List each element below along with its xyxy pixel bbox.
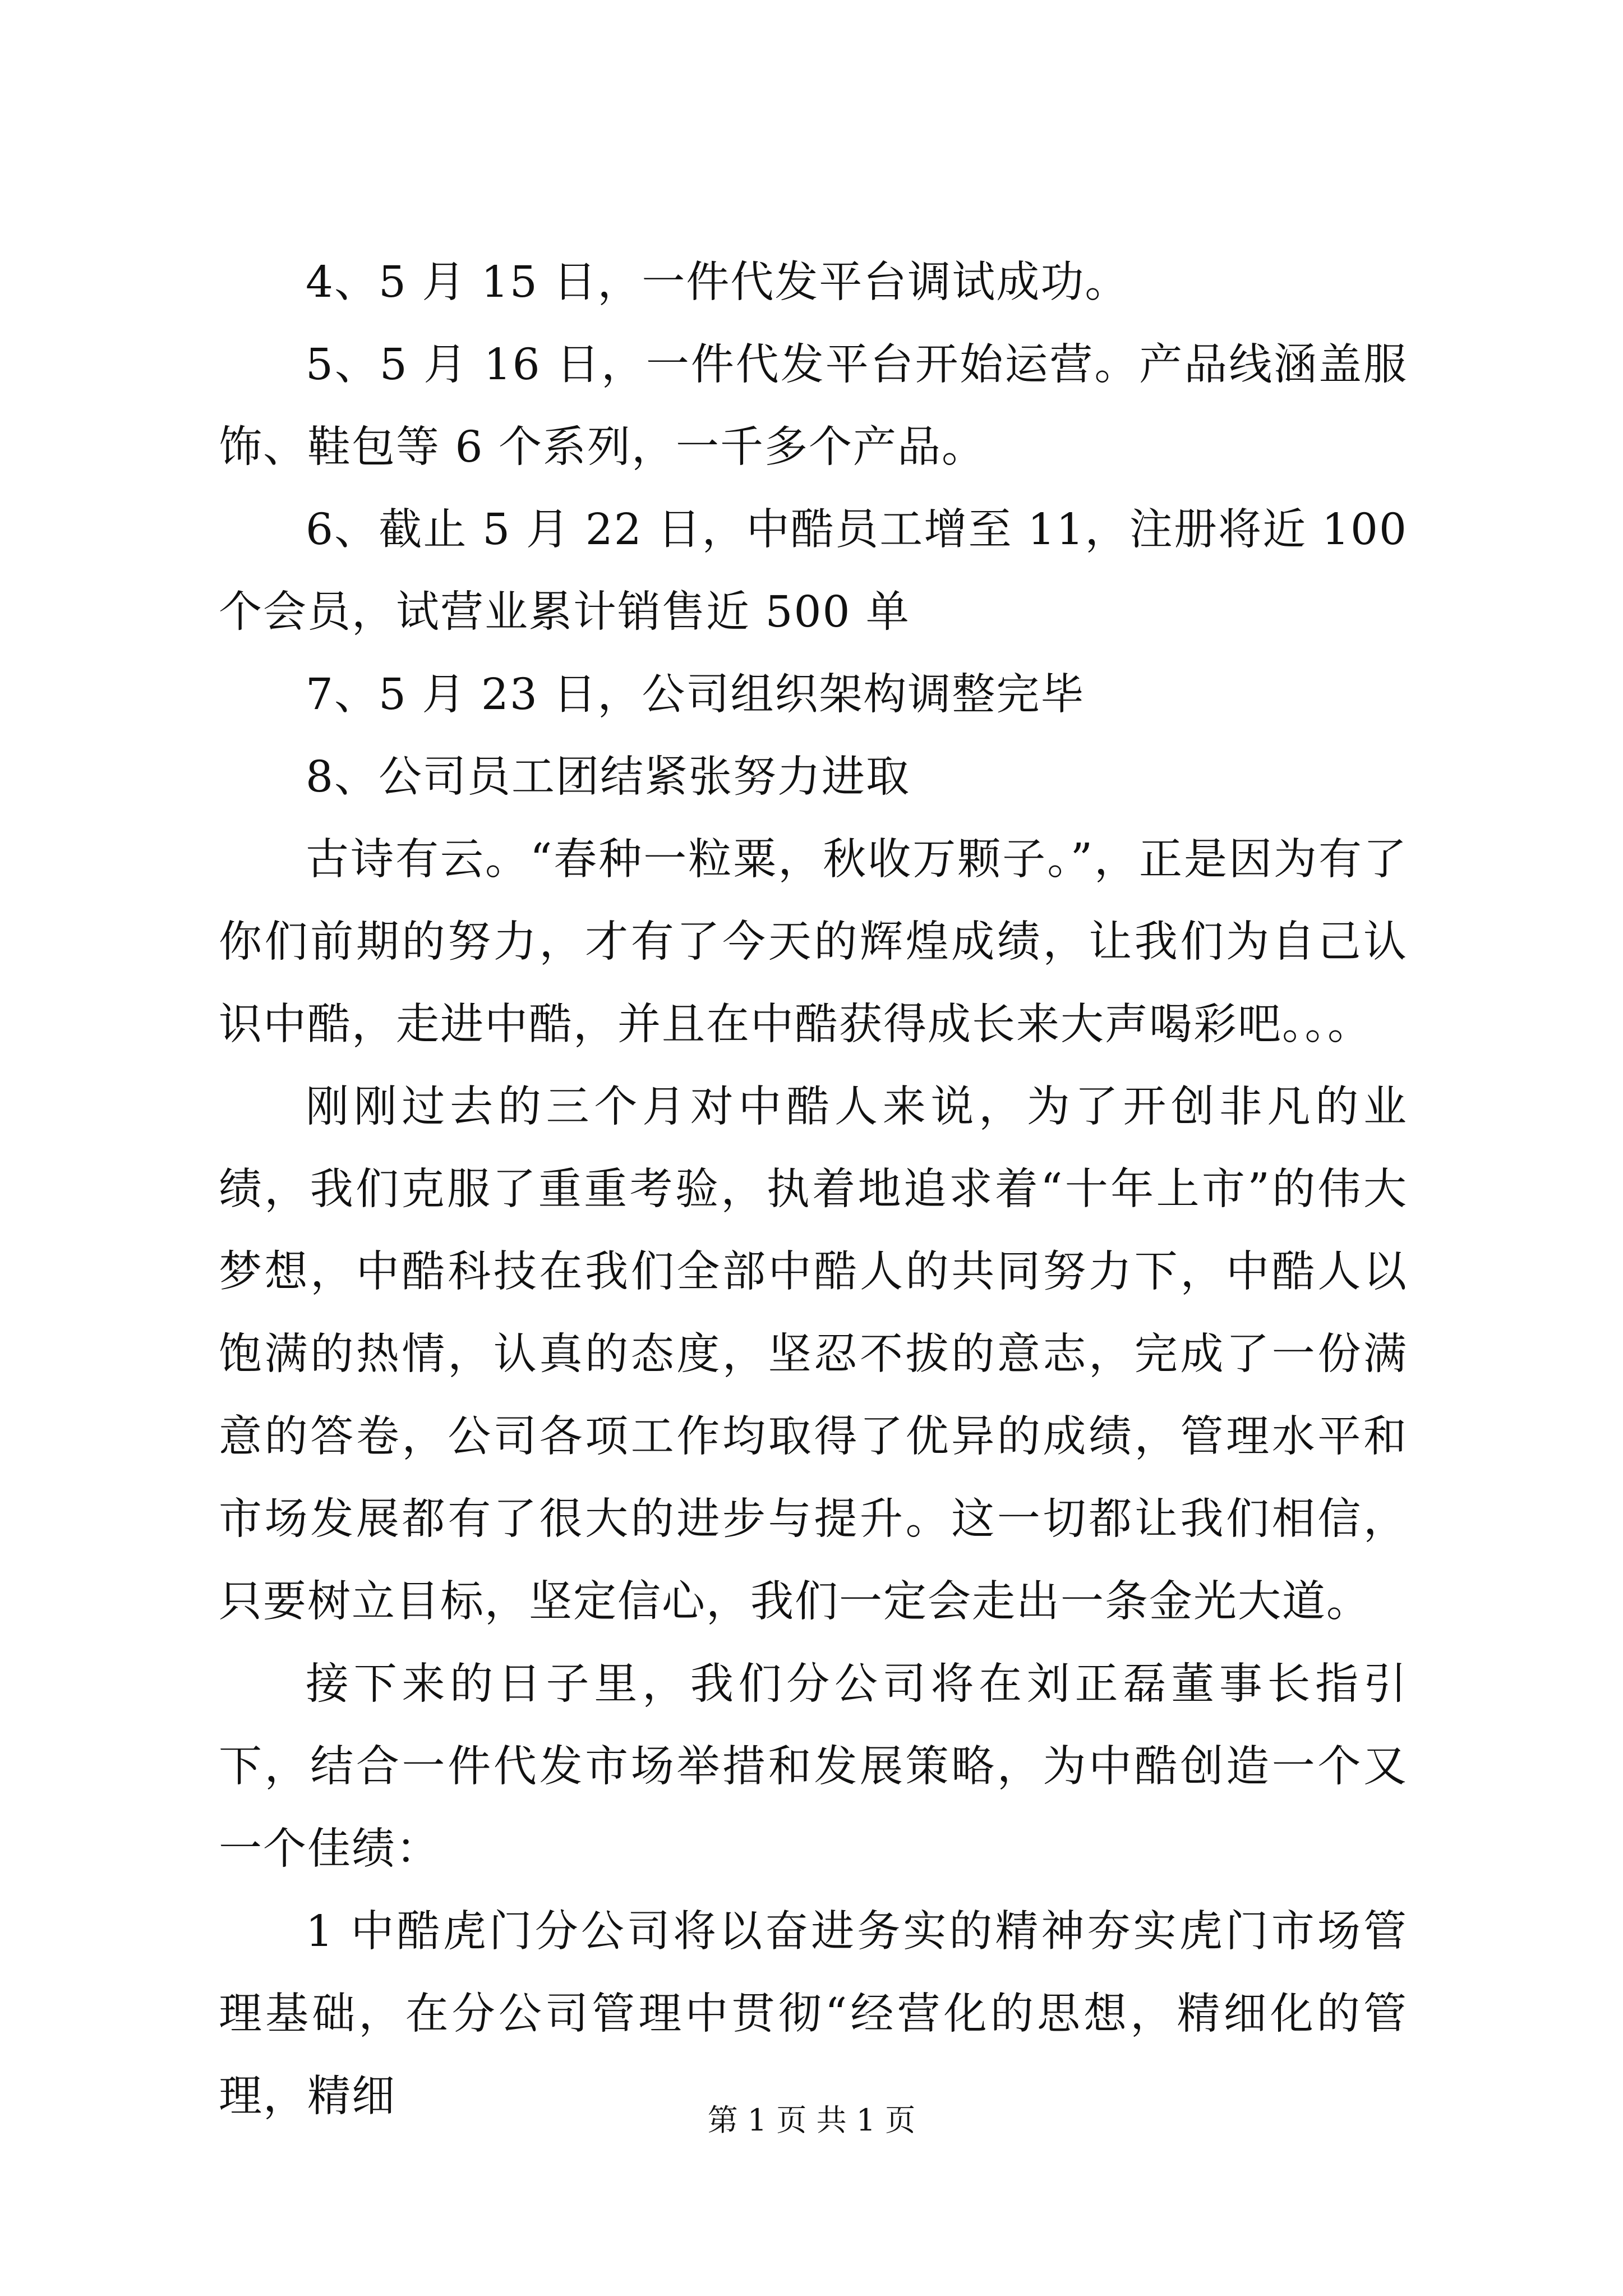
paragraph-plan-item-1: 1 中酷虎门分公司将以奋进务实的精神夯实虎门市场管理基础，在分公司管理中贯彻“经营化的思想，精细化的管理，精细 bbox=[219, 1907, 1408, 2122]
document-body bbox=[219, 241, 1408, 2138]
paragraph-poem: 古诗有云。“春种一粒粟，秋收万颗子。”，正是因为有了你们前期的努力，才有了今天的辉煌成绩，让我们为自己认识中酷，走进中酷，并且在中酷获得成长来大声喝彩吧。。。 bbox=[219, 835, 1408, 1050]
paragraph-plan: 接下来的日子里，我们分公司将在刘正磊董事长指引下，结合一件代发市场举措和发展策略，为中酷创造一个又一个佳绩： bbox=[219, 1659, 1408, 1874]
paragraph-item-6: 6、截止 5 月 22 日，中酷员工增至 11，注册将近 100 个会员，试营业累计销售近 500 单 bbox=[219, 505, 1408, 637]
paragraph-item-8: 8、公司员工团结紧张努力进取 bbox=[306, 752, 910, 802]
paragraph-item-4: 4、5 月 15 日，一件代发平台调试成功。 bbox=[306, 257, 1129, 307]
paragraph-item-7: 7、5 月 23 日，公司组织架构调整完毕 bbox=[306, 670, 1085, 720]
page-footer: 第 1 页 共 1 页 bbox=[707, 2102, 916, 2138]
paragraph-review: 刚刚过去的三个月对中酷人来说，为了开创非凡的业绩，我们克服了重重考验，执着地追求着“十年上市”的伟大梦想，中酷科技在我们全部中酷人的共同努力下，中酷人以饱满的热情，认真的态度，坚忍不拔的意志，完成了一份满意的答卷，公司各项工作均取得了优异的成绩，管理水平和市场发展都有了很大的进步与提升。这一切都让我们相信，只要树立目标，坚定信心，我们一定会走出一条金光大道。 bbox=[219, 1082, 1408, 1627]
paragraph-item-5: 5、5 月 16 日，一件代发平台开始运营。产品线涵盖服饰、鞋包等 6 个系列，一千多个产品。 bbox=[219, 340, 1408, 472]
